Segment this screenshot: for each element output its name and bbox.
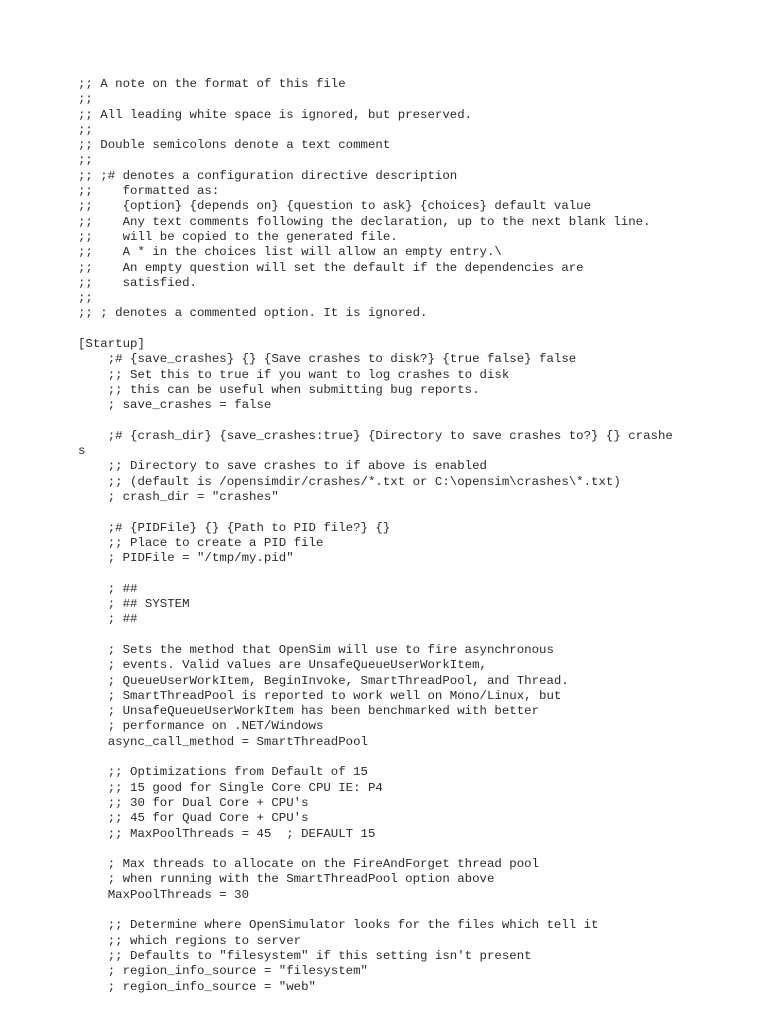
text-line xyxy=(78,903,758,918)
text-line xyxy=(78,628,758,643)
text-line: ;; this can be useful when submitting bug reports. xyxy=(78,382,480,397)
text-line: ; QueueUserWorkItem, BeginInvoke, SmartThreadPool, and Thread. xyxy=(78,673,569,688)
config-file-text xyxy=(78,77,758,995)
text-line: ; ## xyxy=(78,581,138,596)
text-line: ;; All leading white space is ignored, but preserved. xyxy=(78,107,473,122)
text-line: ;; will be copied to the generated file. xyxy=(78,229,398,244)
text-line: ;; xyxy=(78,291,93,306)
text-line: ; save_crashes = false xyxy=(78,398,272,413)
text-line: ;; xyxy=(78,92,93,107)
text-line: ; SmartThreadPool is reported to work well on Mono/Linux, but xyxy=(78,688,562,703)
text-line xyxy=(78,322,758,337)
text-line: ;; Determine where OpenSimulator looks for the files which tell it xyxy=(78,918,599,933)
text-line: ;; An empty question will set the default if the dependencies are xyxy=(78,260,584,275)
text-line: [Startup] xyxy=(78,337,145,352)
text-line: ;; 30 for Dual Core + CPU's xyxy=(78,795,309,810)
text-line: ;; Place to create a PID file xyxy=(78,535,324,550)
text-line: ;; ;# denotes a configuration directive description xyxy=(78,168,458,183)
text-line: ;; 45 for Quad Core + CPU's xyxy=(78,811,309,826)
text-line: ; ## SYSTEM xyxy=(78,597,190,612)
text-line: ;; A note on the format of this file xyxy=(78,77,346,91)
text-line: ;; satisfied. xyxy=(78,275,197,290)
text-line xyxy=(78,842,758,857)
text-line xyxy=(78,750,758,765)
text-line: ;; ; denotes a commented option. It is ignored. xyxy=(78,306,428,321)
text-line: ;; {option} {depends on} {question to ask} {choices} default value xyxy=(78,199,592,214)
text-line: ;; Any text comments following the declaration, up to the next blank line. xyxy=(78,214,651,229)
text-line: ;; Optimizations from Default of 15 xyxy=(78,765,368,780)
text-line: ;; A * in the choices list will allow an empty entry.\ xyxy=(78,245,502,260)
text-line: async_call_method = SmartThreadPool xyxy=(78,734,368,749)
text-line: s xyxy=(78,444,86,459)
text-line xyxy=(78,505,758,520)
text-line: ;; Set this to true if you want to log crashes to disk xyxy=(78,367,510,382)
text-line: ;# {save_crashes} {} {Save crashes to disk?} {true false} false xyxy=(78,352,577,367)
text-line: ;; Directory to save crashes to if above is enabled xyxy=(78,459,487,474)
text-line: ; region_info_source = "web" xyxy=(78,979,316,994)
text-line: ; PIDFile = "/tmp/my.pid" xyxy=(78,551,294,566)
text-line: ;; xyxy=(78,122,93,137)
text-line: ; Max threads to allocate on the FireAndForget thread pool xyxy=(78,857,540,872)
text-line: ; ## xyxy=(78,612,138,627)
text-line: ;; Double semicolons denote a text comment xyxy=(78,138,391,153)
text-line: ;# {crash_dir} {save_crashes:true} {Directory to save crashes to?} {} crashe xyxy=(78,428,673,443)
text-line: ;; formatted as: xyxy=(78,184,220,199)
text-line: ;; which regions to server xyxy=(78,933,302,948)
text-line: ; events. Valid values are UnsafeQueueUserWorkItem, xyxy=(78,658,487,673)
text-line xyxy=(78,414,758,429)
text-line: ; Sets the method that OpenSim will use to fire asynchronous xyxy=(78,642,554,657)
text-line: ; when running with the SmartThreadPool option above xyxy=(78,872,495,887)
text-line: ; performance on .NET/Windows xyxy=(78,719,324,734)
text-line: ;; Defaults to "filesystem" if this setting isn't present xyxy=(78,948,532,963)
text-line: MaxPoolThreads = 30 xyxy=(78,887,250,902)
text-line: ;; MaxPoolThreads = 45 ; DEFAULT 15 xyxy=(78,826,376,841)
text-line: ;; (default is /opensimdir/crashes/*.txt or C:\opensim\crashes\*.txt) xyxy=(78,474,621,489)
text-line: ; crash_dir = "crashes" xyxy=(78,490,279,505)
text-line: ;; xyxy=(78,153,93,168)
text-line: ;# {PIDFile} {} {Path to PID file?} {} xyxy=(78,520,391,535)
text-line: ; UnsafeQueueUserWorkItem has been benchmarked with better xyxy=(78,704,540,719)
text-line: ; region_info_source = "filesystem" xyxy=(78,964,368,979)
text-line xyxy=(78,567,758,582)
text-line: ;; 15 good for Single Core CPU IE: P4 xyxy=(78,780,383,795)
